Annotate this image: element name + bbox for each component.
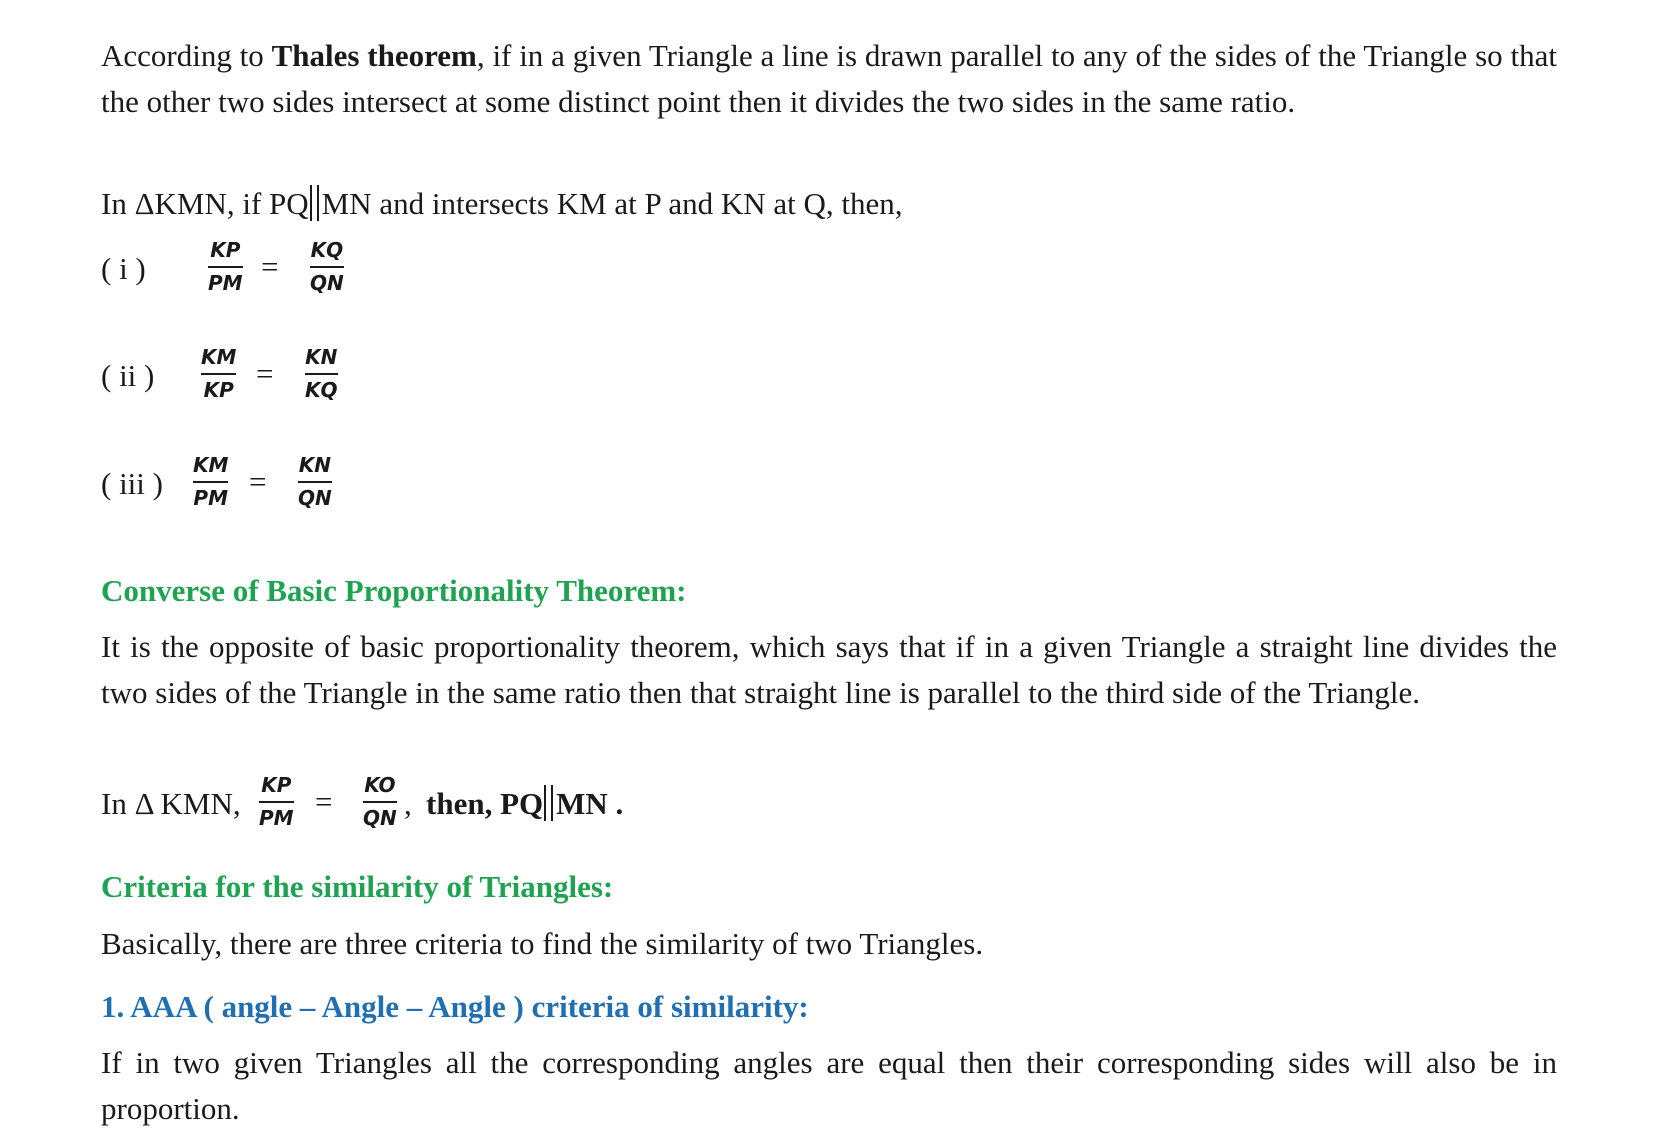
numerator: KM	[201, 345, 237, 369]
thales-paragraph	[101, 33, 1557, 125]
equation-label: ( iii )	[101, 466, 163, 501]
fraction-bar	[201, 373, 236, 375]
denominator: QN	[363, 806, 397, 830]
converse-prefix: In Δ KMN,	[101, 786, 241, 821]
aaa-heading: 1. AAA ( angle – Angle – Angle ) criteria of similarity:	[101, 989, 809, 1024]
thales-statement	[101, 181, 903, 227]
equals-sign: =	[315, 784, 333, 819]
fraction-bar	[298, 481, 332, 483]
equals-sign: =	[261, 249, 279, 284]
statement-part-1: In ΔKMN, if PQ	[101, 186, 309, 221]
statement-part-2: MN and intersects KM at P and KN at Q, then,	[321, 186, 903, 221]
numerator: KN	[305, 345, 338, 369]
equation-ii	[101, 344, 401, 410]
thales-theorem-term: Thales theorem	[271, 38, 477, 73]
parallel-symbol	[544, 785, 553, 821]
converse-conclusion	[426, 784, 623, 824]
fraction-right	[363, 772, 397, 831]
fraction-bar	[208, 266, 243, 268]
fraction-bar	[193, 481, 228, 483]
fraction-bar	[259, 801, 294, 803]
numerator: KM	[193, 453, 229, 477]
numerator: KQ	[310, 238, 344, 262]
equation-iii	[101, 452, 401, 518]
denominator: KP	[203, 378, 234, 402]
converse-heading: Converse of Basic Proportionality Theorem:	[101, 573, 687, 608]
equation-i	[101, 237, 401, 303]
equals-sign: =	[256, 356, 274, 391]
denominator: PM	[259, 806, 294, 830]
criteria-heading: Criteria for the similarity of Triangles:	[101, 869, 614, 904]
fraction-left	[193, 452, 228, 511]
denominator: PM	[208, 271, 243, 295]
conclusion-then: then, PQ	[426, 786, 544, 821]
denominator: QN	[298, 486, 332, 510]
fraction-right	[305, 344, 338, 403]
fraction-bar	[310, 266, 344, 268]
denominator: QN	[310, 271, 344, 295]
converse-statement	[101, 772, 701, 838]
denominator: PM	[193, 486, 228, 510]
fraction-bar	[363, 801, 397, 803]
numerator: KP	[210, 238, 241, 262]
fraction-left	[208, 237, 243, 296]
criteria-paragraph: Basically, there are three criteria to find the similarity of two Triangles.	[101, 926, 984, 961]
equation-label: ( ii )	[101, 358, 155, 393]
numerator: KP	[261, 773, 292, 797]
numerator: KO	[364, 773, 396, 797]
fraction-left	[259, 772, 294, 831]
converse-paragraph: It is the opposite of basic proportionality theorem, which says that if in a given Triangle a straight line divides the two sides of the Triangle in the same ratio then that straight line is parallel to the third side of the Triangle.	[101, 629, 1557, 710]
denominator: KQ	[305, 378, 338, 402]
thales-text-lead: According to	[101, 38, 272, 73]
fraction-left	[201, 344, 236, 403]
converse-comma: ,	[404, 786, 412, 821]
aaa-paragraph: If in two given Triangles all the corresponding angles are equal then their corresponding sides will also be in proportion.	[101, 1045, 1557, 1126]
equals-sign: =	[249, 464, 267, 499]
parallel-symbol	[310, 185, 319, 221]
conclusion-end: MN .	[556, 786, 624, 821]
fraction-right	[298, 452, 332, 511]
fraction-bar	[305, 373, 338, 375]
equation-label: ( i )	[101, 251, 146, 286]
thales-text-rest: , if in a given Triangle a line is drawn parallel to any of the sides of the Triangle so that the other two sides intersect at some distinct point then it divides the two sides in the same ratio.	[101, 38, 1557, 119]
numerator: KN	[298, 453, 331, 477]
fraction-right	[310, 237, 344, 296]
